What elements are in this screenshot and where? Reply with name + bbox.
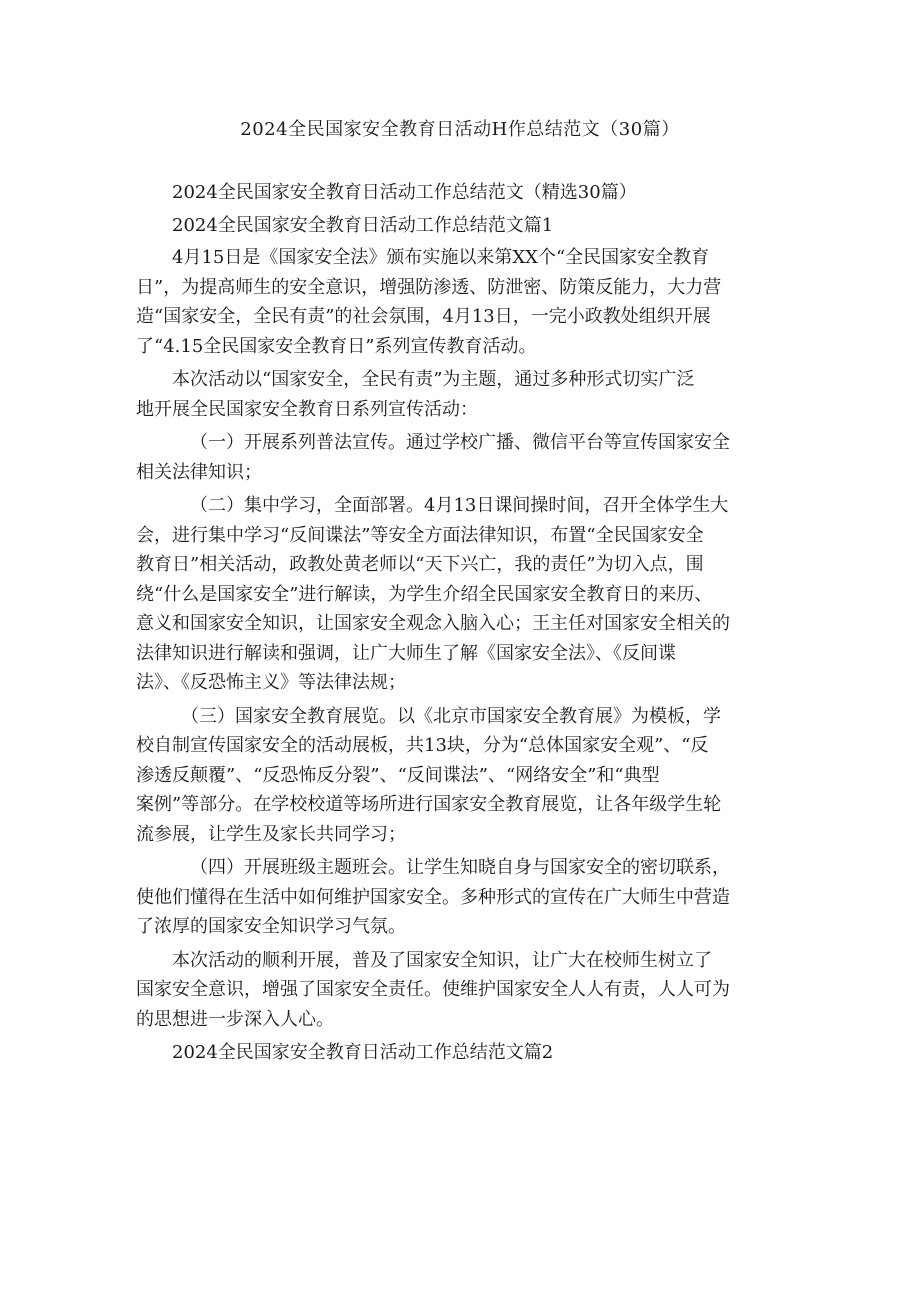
paragraph-line: 地开展全民国家安全教育日系列宣传活动： — [136, 398, 478, 420]
section-heading-1: 2024全民国家安全教育日活动工作总结范文篇1 — [172, 214, 554, 236]
paragraph-1 — [136, 243, 788, 361]
paragraph-5 — [136, 702, 788, 850]
paragraph-line: 渗透反颠覆”、“反恐怖反分裂”、“反间谍法”、“网络安全”和“典型 — [136, 764, 660, 786]
paragraph-line: 法律知识进行解读和强调，让广大师生了解《国家安全法》、《反间谍 — [136, 642, 676, 664]
paragraph-line: 绕“什么是国家安全”进行解读，为学生介绍全民国家安全教育日的来历、 — [136, 583, 713, 605]
paragraph-line: 会，进行集中学习“反间谍法”等安全方面法律知识，布置“全民国家安全 — [136, 524, 704, 546]
paragraph-line: 案例”等部分。在学校校道等场所进行国家安全教育展览，让各年级学生轮 — [136, 794, 722, 815]
paragraph-line: 4月15日是《国家安全法》颁布实施以来第XX个“全民国家安全教育 — [172, 247, 710, 268]
subtitle: 2024全民国家安全教育日活动工作总结范文（精选30篇） — [172, 182, 637, 203]
paragraph-line: 造“国家安全，全民有责”的社会氛围，4月13日，一完小政教处组织开展 — [136, 306, 711, 327]
paragraph-line: 意义和国家安全知识，让国家安全观念入脑入心；王主任对国家安全相关的 — [136, 613, 730, 634]
section-heading-2: 2024全民国家安全教育日活动工作总结范文篇2 — [172, 1042, 554, 1063]
paragraph-line: 了浓厚的国家安全知识学习气氛。 — [136, 916, 406, 937]
paragraph-line: 法》、《反恐怖主义》等法律法规； — [136, 672, 406, 693]
paragraph-7 — [136, 946, 788, 1035]
paragraph-line: 本次活动以“国家安全，全民有责”为主题，通过多种形式切实广泛 — [172, 369, 695, 390]
paragraph-line: （三）国家安全教育展览。以《北京市国家安全教育展》为模板，学 — [181, 705, 721, 727]
paragraph-line: （二）集中学习，全面部署。4月13日课间操时间，召开全体学生大 — [190, 495, 729, 516]
paragraph-line: 相关法律知识； — [136, 461, 262, 483]
paragraph-4 — [136, 491, 788, 698]
paragraph-2 — [136, 365, 788, 424]
paragraph-line: 使他们懂得在生活中如何维护国家安全。多种形式的宣传在广大师生中营造 — [136, 886, 730, 908]
paragraph-line: 本次活动的顺利开展，普及了国家安全知识，让广大在校师生树立了 — [172, 949, 712, 971]
paragraph-line: （一）开展系列普法宣传。通过学校广播、微信平台等宣传国家安全 — [190, 432, 730, 453]
paragraph-line: 了“4.15全民国家安全教育日”系列宣传教育活动。 — [136, 335, 537, 357]
paragraph-line: 流参展，让学生及家长共同学习； — [136, 823, 406, 845]
paragraph-line: 校自制宣传国家安全的活动展板，共13块，分为“总体国家安全观”、“反 — [136, 735, 709, 756]
paragraph-6 — [136, 853, 788, 942]
document-body — [136, 178, 788, 1071]
paragraph-line: 的思想进一步深入人心。 — [136, 1008, 334, 1030]
paragraph-line: 国家安全意识，增强了国家安全责任。使维护国家安全人人有责，人人可为 — [136, 979, 730, 1000]
paragraph-3 — [136, 428, 788, 487]
paragraph-line: 教育日”相关活动，政教处黄老师以“天下兴亡，我的责任”为切入点，围 — [136, 554, 704, 575]
paragraph-line: （四）开展班级主题班会。让学生知晓自身与国家安全的密切联系， — [190, 857, 730, 878]
document-title: 2024全民国家安全教育日活动H作总结范文（30篇） — [240, 119, 680, 140]
paragraph-line: 日”，为提高师生的安全意识，增强防渗透、防泄密、防策反能力，大力营 — [136, 276, 722, 298]
